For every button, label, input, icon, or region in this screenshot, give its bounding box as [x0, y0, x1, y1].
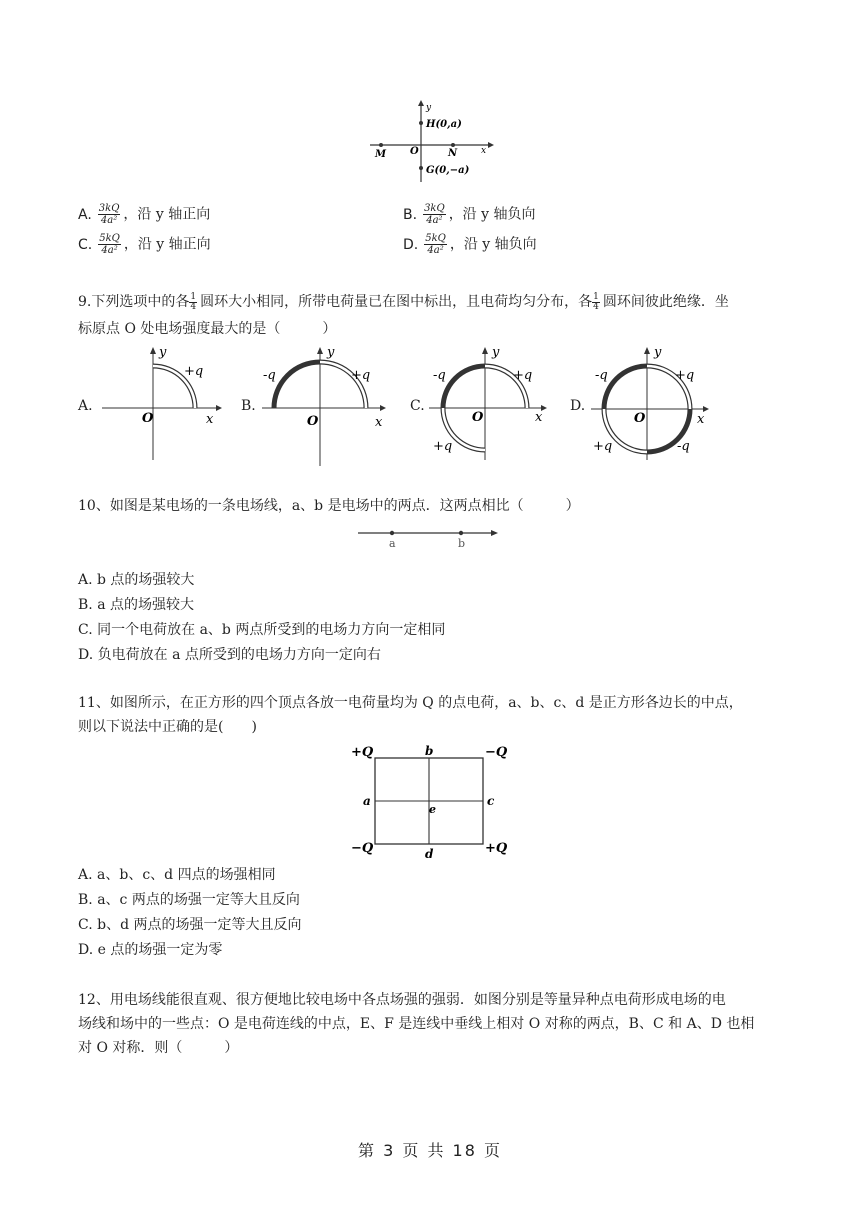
q11-option-d: D. e 点的场强一定为零	[78, 942, 223, 958]
q9-fig-d-label: D.	[570, 398, 586, 414]
point-b-label: b	[458, 537, 466, 550]
origin-label: O	[410, 146, 419, 157]
q11-option-a: A. a、b、c、d 四点的场强相同	[78, 867, 276, 883]
origin-label: O	[634, 411, 646, 426]
q12-stem-line2: 场线和场中的一些点：O 是电荷连线的中点，E、F 是连线中垂线上相对 O 对称的两点，B、C 和 A、D 也相	[78, 1016, 755, 1032]
y-label: y	[327, 345, 335, 360]
q10-option-b: B. a 点的场强较大	[78, 597, 194, 613]
charge-label: +q	[184, 364, 204, 379]
q8-option-c: C. $\frac{5kQ}{\text{4a²}}$ ，沿 y 轴正向	[78, 233, 211, 256]
y-label: y	[159, 345, 167, 360]
point-a-label: a	[389, 537, 396, 550]
y-axis-label: y	[426, 103, 432, 113]
positive-charge-label: +q	[513, 368, 533, 383]
point-d-label: d	[425, 847, 434, 861]
x-label: x	[375, 415, 383, 430]
y-label: y	[654, 345, 662, 360]
q11-option-b: B. a、c 两点的场强一定等大且反向	[78, 892, 300, 908]
point-a-label: a	[363, 794, 371, 808]
axis-figure-hg	[360, 98, 500, 188]
point-b-label: b	[425, 744, 434, 758]
q12-stem-line3: 对 O 对称．则（ ）	[78, 1040, 239, 1056]
q9-stem-line1: 9.下列选项中的各 $\frac{1}{4}$ 圆环大小相同，所带电荷量已在图中标出，且电荷均匀分布，各 $\frac{1}{4}$ 圆环间彼此绝缘．坐	[78, 291, 729, 312]
origin-label: O	[142, 411, 154, 426]
negative-charge-label: -q	[595, 368, 608, 383]
q8-option-b: B. $\frac{3kQ}{\text{4a²}}$ ，沿 y 轴负向	[403, 203, 536, 226]
charge-top-right: −Q	[485, 745, 508, 760]
negative-charge-label: -q	[263, 368, 276, 383]
point-c-label: c	[487, 794, 495, 808]
y-label: y	[492, 345, 500, 360]
x-axis-label: x	[481, 146, 487, 156]
q11-stem-line2: 则以下说法中正确的是( )	[78, 719, 257, 735]
point-e-label: e	[429, 803, 436, 816]
q9-fig-a-label: A.	[78, 398, 93, 414]
positive-charge-label: +q	[351, 368, 371, 383]
point-h-label: H(0,a)	[426, 119, 462, 130]
x-label: x	[206, 412, 214, 427]
q9-stem-line2: 标原点 O 处电场强度最大的是（ ）	[78, 321, 337, 337]
q9-fig-b	[258, 342, 398, 467]
charge-bottom-right: +Q	[485, 841, 508, 856]
x-label: x	[535, 410, 543, 425]
page-footer: 第 3 页 共 18 页	[358, 1141, 502, 1160]
q9-fig-d	[587, 342, 717, 462]
q8-option-a: A. $\frac{3kQ}{\text{4a²}}$ ，沿 y 轴正向	[78, 203, 211, 226]
positive-charge-label: +q	[675, 368, 695, 383]
origin-label: O	[472, 410, 484, 425]
q9-fig-c	[425, 342, 555, 462]
x-label: x	[697, 412, 705, 427]
q9-fig-a	[98, 342, 228, 462]
point-g-label: G(0,−a)	[426, 165, 470, 176]
positive-charge-label-lower: +q	[593, 439, 613, 454]
q12-stem-line1: 12、用电场线能很直观、很方便地比较电场中各点场强的强弱．如图分别是等量异种点电荷形成电场的电	[78, 992, 726, 1008]
q10-field-line-figure	[355, 525, 505, 553]
charge-top-left: +Q	[351, 745, 374, 760]
q10-option-a: A. b 点的场强较大	[78, 572, 195, 588]
q11-option-c: C. b、d 两点的场强一定等大且反向	[78, 917, 302, 933]
origin-label: O	[307, 414, 319, 429]
q9-fig-c-label: C.	[410, 398, 425, 414]
negative-charge-label-lower: -q	[677, 439, 690, 454]
q9-fig-b-label: B.	[241, 398, 256, 414]
q11-stem-line1: 11、如图所示，在正方形的四个顶点各放一电荷量均为 Q 的点电荷，a、b、c、d 是正方形各边长的中点，	[78, 695, 743, 711]
positive-charge-label-lower: +q	[433, 439, 453, 454]
charge-bottom-left: −Q	[351, 841, 374, 856]
q10-option-c: C. 同一个电荷放在 a、b 两点所受到的电场力方向一定相同	[78, 622, 446, 638]
q10-option-d: D. 负电荷放在 a 点所受到的电场力方向一定向右	[78, 647, 381, 663]
point-m-label: M	[375, 149, 387, 160]
q10-stem: 10、如图是某电场的一条电场线，a、b 是电场中的两点．这两点相比（ ）	[78, 498, 580, 514]
q8-option-d: D. $\frac{5kQ}{\text{4a²}}$ ，沿 y 轴负向	[403, 233, 537, 256]
negative-charge-label: -q	[433, 368, 446, 383]
point-n-label: N	[448, 148, 458, 159]
q11-square-figure	[345, 740, 515, 862]
